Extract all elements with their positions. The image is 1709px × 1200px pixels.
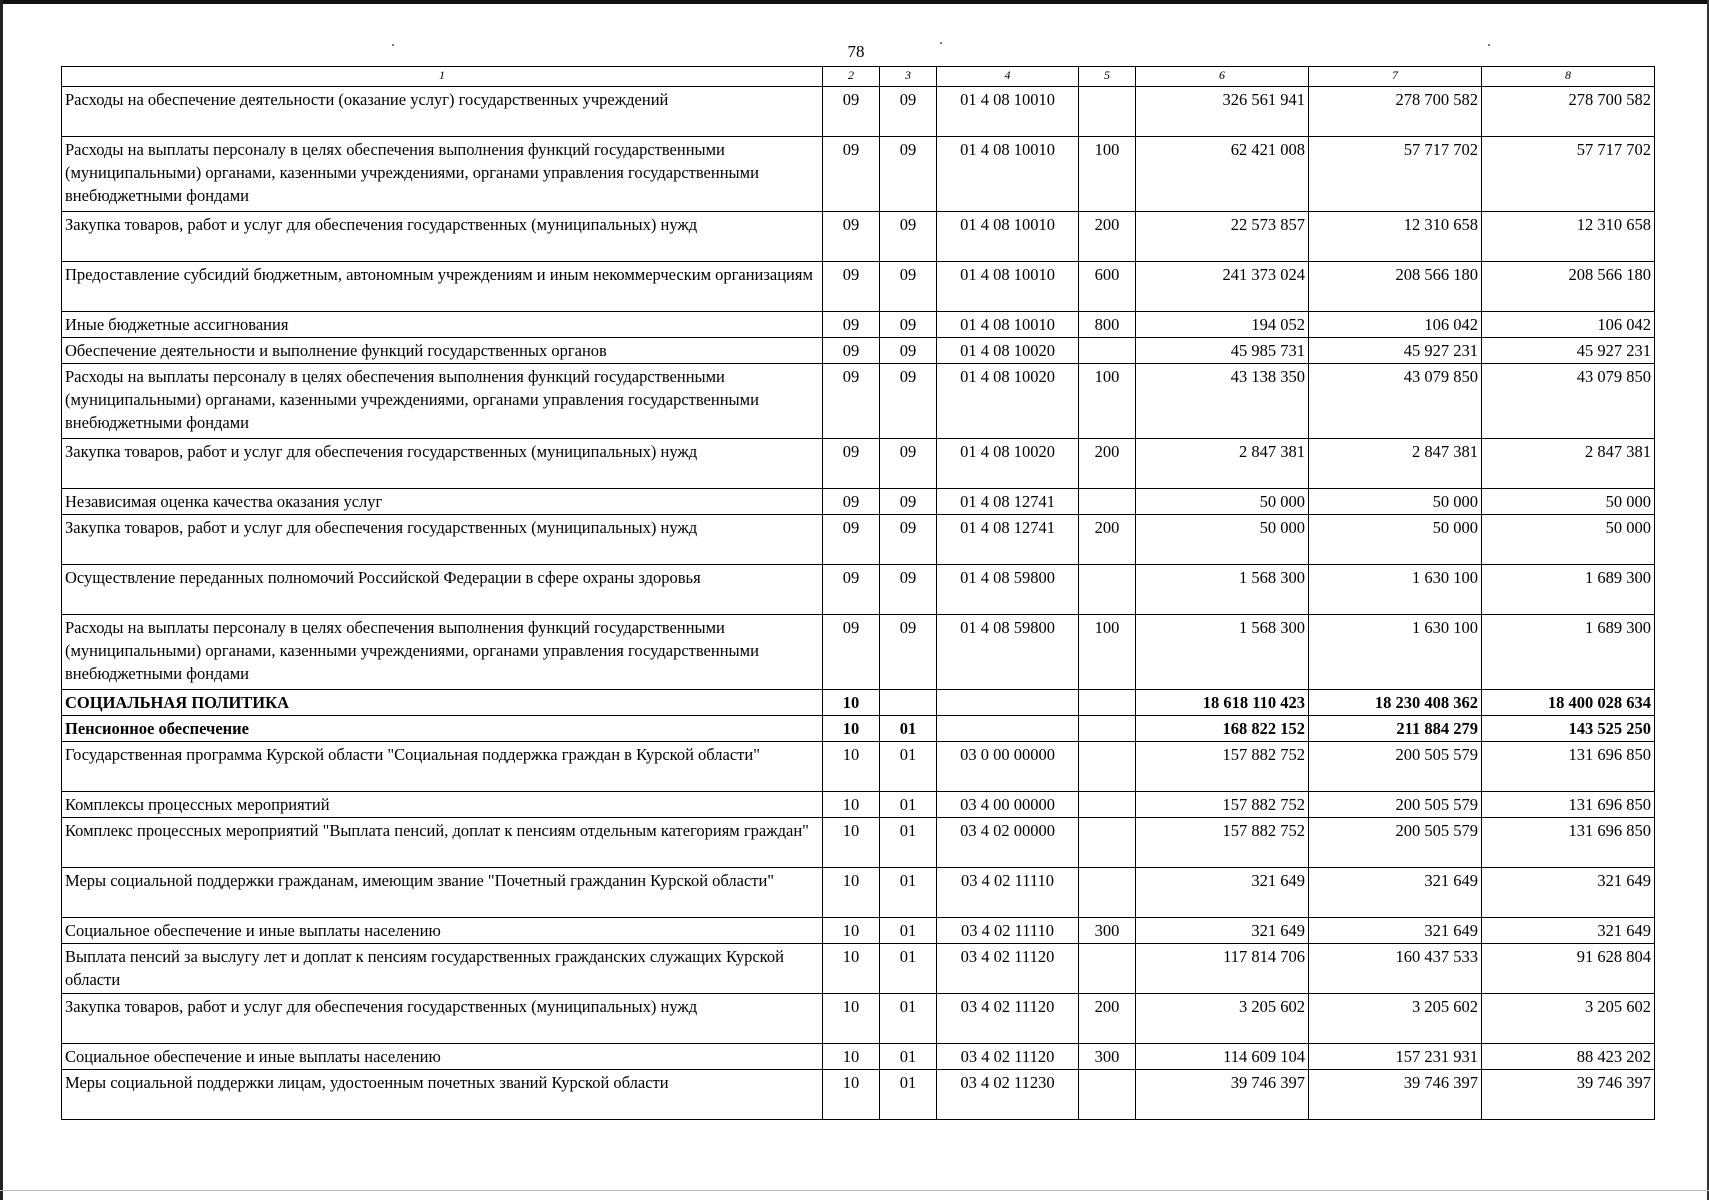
amount-cell: 321 649 bbox=[1482, 918, 1655, 944]
amount-cell: 321 649 bbox=[1482, 868, 1655, 918]
row-name-cell: Комплекс процессных мероприятий "Выплата пенсий, доплат к пенсиям отдельным категориям граждан" bbox=[62, 818, 823, 868]
target-article-cell: 03 4 02 00000 bbox=[937, 818, 1079, 868]
column-number-header: 7 bbox=[1309, 67, 1482, 87]
amount-cell: 22 573 857 bbox=[1136, 212, 1309, 262]
amount-cell: 194 052 bbox=[1136, 312, 1309, 338]
amount-cell: 18 618 110 423 bbox=[1136, 690, 1309, 716]
row-name-cell: Иные бюджетные ассигнования bbox=[62, 312, 823, 338]
amount-cell: 1 689 300 bbox=[1482, 565, 1655, 615]
amount-cell: 321 649 bbox=[1136, 918, 1309, 944]
amount-cell: 114 609 104 bbox=[1136, 1044, 1309, 1070]
target-article-cell: 03 4 02 11120 bbox=[937, 994, 1079, 1044]
amount-cell: 208 566 180 bbox=[1309, 262, 1482, 312]
section-code-cell: 10 bbox=[823, 1070, 880, 1120]
section-code-cell: 10 bbox=[823, 792, 880, 818]
section-code-cell: 09 bbox=[823, 338, 880, 364]
target-article-cell: 01 4 08 12741 bbox=[937, 515, 1079, 565]
page-number: 78 bbox=[847, 42, 865, 61]
row-name-cell: Пенсионное обеспечение bbox=[62, 716, 823, 742]
amount-cell: 200 505 579 bbox=[1309, 792, 1482, 818]
amount-cell: 50 000 bbox=[1482, 515, 1655, 565]
subsection-code-cell bbox=[880, 690, 937, 716]
row-name-cell: Расходы на выплаты персоналу в целях обеспечения выполнения функций государственными (муниципальными) органами, казенными учреждениями, органами управления государственными внебюджетными фондами bbox=[62, 137, 823, 212]
table-row bbox=[62, 1044, 1655, 1070]
expense-type-cell bbox=[1079, 792, 1136, 818]
row-name-cell: Государственная программа Курской области "Социальная поддержка граждан в Курской области" bbox=[62, 742, 823, 792]
row-name-cell: Социальное обеспечение и иные выплаты населению bbox=[62, 1044, 823, 1070]
subsection-code-cell: 09 bbox=[880, 515, 937, 565]
amount-cell: 160 437 533 bbox=[1309, 944, 1482, 994]
amount-cell: 88 423 202 bbox=[1482, 1044, 1655, 1070]
row-name-cell: СОЦИАЛЬНАЯ ПОЛИТИКА bbox=[62, 690, 823, 716]
section-code-cell: 09 bbox=[823, 489, 880, 515]
expense-type-cell bbox=[1079, 1070, 1136, 1120]
expense-type-cell: 100 bbox=[1079, 615, 1136, 690]
expense-type-cell: 200 bbox=[1079, 439, 1136, 489]
table-row bbox=[62, 944, 1655, 994]
amount-cell: 1 568 300 bbox=[1136, 615, 1309, 690]
subsection-code-cell: 01 bbox=[880, 818, 937, 868]
section-code-cell: 09 bbox=[823, 212, 880, 262]
table-row bbox=[62, 615, 1655, 690]
section-code-cell: 09 bbox=[823, 515, 880, 565]
scan-speck bbox=[392, 44, 394, 46]
target-article-cell: 01 4 08 10010 bbox=[937, 137, 1079, 212]
target-article-cell: 03 4 02 11110 bbox=[937, 868, 1079, 918]
expense-type-cell: 300 bbox=[1079, 918, 1136, 944]
amount-cell: 200 505 579 bbox=[1309, 818, 1482, 868]
scan-speck bbox=[940, 42, 942, 44]
expense-type-cell: 300 bbox=[1079, 1044, 1136, 1070]
row-name-cell: Расходы на выплаты персоналу в целях обеспечения выполнения функций государственными (муниципальными) органами, казенными учреждениями, органами управления государственными внебюджетными фондами bbox=[62, 364, 823, 439]
target-article-cell bbox=[937, 716, 1079, 742]
subsection-code-cell: 09 bbox=[880, 338, 937, 364]
subsection-code-cell: 01 bbox=[880, 716, 937, 742]
amount-cell: 157 882 752 bbox=[1136, 792, 1309, 818]
amount-cell: 50 000 bbox=[1136, 515, 1309, 565]
amount-cell: 39 746 397 bbox=[1309, 1070, 1482, 1120]
amount-cell: 143 525 250 bbox=[1482, 716, 1655, 742]
amount-cell: 168 822 152 bbox=[1136, 716, 1309, 742]
subsection-code-cell: 01 bbox=[880, 1044, 937, 1070]
expense-type-cell bbox=[1079, 565, 1136, 615]
amount-cell: 3 205 602 bbox=[1136, 994, 1309, 1044]
column-number-header: 2 bbox=[823, 67, 880, 87]
scan-left-border bbox=[0, 0, 3, 1200]
column-number-header: 8 bbox=[1482, 67, 1655, 87]
amount-cell: 57 717 702 bbox=[1482, 137, 1655, 212]
expense-type-cell bbox=[1079, 489, 1136, 515]
amount-cell: 3 205 602 bbox=[1309, 994, 1482, 1044]
section-code-cell: 10 bbox=[823, 716, 880, 742]
table-row bbox=[62, 742, 1655, 792]
amount-cell: 12 310 658 bbox=[1482, 212, 1655, 262]
target-article-cell: 01 4 08 59800 bbox=[937, 565, 1079, 615]
target-article-cell: 01 4 08 10020 bbox=[937, 338, 1079, 364]
section-code-cell: 09 bbox=[823, 615, 880, 690]
target-article-cell: 01 4 08 12741 bbox=[937, 489, 1079, 515]
table-row bbox=[62, 690, 1655, 716]
target-article-cell: 03 4 02 11120 bbox=[937, 944, 1079, 994]
budget-table bbox=[61, 66, 1655, 1120]
amount-cell: 321 649 bbox=[1309, 868, 1482, 918]
section-code-cell: 09 bbox=[823, 312, 880, 338]
column-number-header-row bbox=[62, 67, 1655, 87]
amount-cell: 45 927 231 bbox=[1482, 338, 1655, 364]
row-name-cell: Расходы на обеспечение деятельности (оказание услуг) государственных учреждений bbox=[62, 87, 823, 137]
amount-cell: 131 696 850 bbox=[1482, 792, 1655, 818]
amount-cell: 278 700 582 bbox=[1309, 87, 1482, 137]
subsection-code-cell: 01 bbox=[880, 918, 937, 944]
target-article-cell: 03 0 00 00000 bbox=[937, 742, 1079, 792]
section-code-cell: 10 bbox=[823, 944, 880, 994]
amount-cell: 326 561 941 bbox=[1136, 87, 1309, 137]
expense-type-cell bbox=[1079, 338, 1136, 364]
amount-cell: 2 847 381 bbox=[1309, 439, 1482, 489]
amount-cell: 200 505 579 bbox=[1309, 742, 1482, 792]
amount-cell: 1 568 300 bbox=[1136, 565, 1309, 615]
amount-cell: 50 000 bbox=[1482, 489, 1655, 515]
target-article-cell: 01 4 08 10010 bbox=[937, 312, 1079, 338]
row-name-cell: Закупка товаров, работ и услуг для обеспечения государственных (муниципальных) нужд bbox=[62, 212, 823, 262]
amount-cell: 62 421 008 bbox=[1136, 137, 1309, 212]
row-name-cell: Независимая оценка качества оказания услуг bbox=[62, 489, 823, 515]
table-row bbox=[62, 515, 1655, 565]
table-row bbox=[62, 489, 1655, 515]
amount-cell: 131 696 850 bbox=[1482, 818, 1655, 868]
expense-type-cell: 100 bbox=[1079, 137, 1136, 212]
amount-cell: 43 079 850 bbox=[1482, 364, 1655, 439]
row-name-cell: Меры социальной поддержки гражданам, имеющим звание "Почетный гражданин Курской области" bbox=[62, 868, 823, 918]
amount-cell: 106 042 bbox=[1482, 312, 1655, 338]
subsection-code-cell: 01 bbox=[880, 1070, 937, 1120]
amount-cell: 50 000 bbox=[1136, 489, 1309, 515]
section-code-cell: 10 bbox=[823, 1044, 880, 1070]
subsection-code-cell: 09 bbox=[880, 87, 937, 137]
section-code-cell: 10 bbox=[823, 742, 880, 792]
row-name-cell: Обеспечение деятельности и выполнение функций государственных органов bbox=[62, 338, 823, 364]
subsection-code-cell: 01 bbox=[880, 742, 937, 792]
column-number-header: 5 bbox=[1079, 67, 1136, 87]
amount-cell: 45 927 231 bbox=[1309, 338, 1482, 364]
target-article-cell: 03 4 00 00000 bbox=[937, 792, 1079, 818]
section-code-cell: 10 bbox=[823, 690, 880, 716]
section-code-cell: 09 bbox=[823, 439, 880, 489]
amount-cell: 18 400 028 634 bbox=[1482, 690, 1655, 716]
section-code-cell: 10 bbox=[823, 918, 880, 944]
target-article-cell: 03 4 02 11230 bbox=[937, 1070, 1079, 1120]
table-row bbox=[62, 364, 1655, 439]
row-name-cell: Закупка товаров, работ и услуг для обеспечения государственных (муниципальных) нужд bbox=[62, 994, 823, 1044]
row-name-cell: Закупка товаров, работ и услуг для обеспечения государственных (муниципальных) нужд bbox=[62, 515, 823, 565]
table-row bbox=[62, 994, 1655, 1044]
subsection-code-cell: 01 bbox=[880, 868, 937, 918]
table-row bbox=[62, 338, 1655, 364]
amount-cell: 2 847 381 bbox=[1136, 439, 1309, 489]
table-row bbox=[62, 565, 1655, 615]
target-article-cell: 01 4 08 59800 bbox=[937, 615, 1079, 690]
amount-cell: 157 882 752 bbox=[1136, 742, 1309, 792]
row-name-cell: Расходы на выплаты персоналу в целях обеспечения выполнения функций государственными (муниципальными) органами, казенными учреждениями, органами управления государственными внебюджетными фондами bbox=[62, 615, 823, 690]
row-name-cell: Осуществление переданных полномочий Российской Федерации в сфере охраны здоровья bbox=[62, 565, 823, 615]
table-row bbox=[62, 137, 1655, 212]
amount-cell: 39 746 397 bbox=[1482, 1070, 1655, 1120]
scan-speck bbox=[1488, 44, 1490, 46]
subsection-code-cell: 01 bbox=[880, 792, 937, 818]
column-number-header: 3 bbox=[880, 67, 937, 87]
amount-cell: 57 717 702 bbox=[1309, 137, 1482, 212]
amount-cell: 117 814 706 bbox=[1136, 944, 1309, 994]
subsection-code-cell: 09 bbox=[880, 137, 937, 212]
section-code-cell: 09 bbox=[823, 137, 880, 212]
subsection-code-cell: 01 bbox=[880, 944, 937, 994]
amount-cell: 278 700 582 bbox=[1482, 87, 1655, 137]
amount-cell: 18 230 408 362 bbox=[1309, 690, 1482, 716]
section-code-cell: 09 bbox=[823, 364, 880, 439]
table-row bbox=[62, 716, 1655, 742]
column-number-header: 1 bbox=[62, 67, 823, 87]
table-row bbox=[62, 439, 1655, 489]
expense-type-cell bbox=[1079, 868, 1136, 918]
amount-cell: 45 985 731 bbox=[1136, 338, 1309, 364]
table-row bbox=[62, 262, 1655, 312]
amount-cell: 43 079 850 bbox=[1309, 364, 1482, 439]
target-article-cell: 01 4 08 10020 bbox=[937, 439, 1079, 489]
amount-cell: 1 689 300 bbox=[1482, 615, 1655, 690]
expense-type-cell: 100 bbox=[1079, 364, 1136, 439]
section-code-cell: 09 bbox=[823, 565, 880, 615]
section-code-cell: 10 bbox=[823, 994, 880, 1044]
table-row bbox=[62, 868, 1655, 918]
scan-top-border bbox=[0, 0, 1709, 4]
amount-cell: 50 000 bbox=[1309, 515, 1482, 565]
subsection-code-cell: 09 bbox=[880, 262, 937, 312]
expense-type-cell: 200 bbox=[1079, 515, 1136, 565]
row-name-cell: Меры социальной поддержки лицам, удостоенным почетных званий Курской области bbox=[62, 1070, 823, 1120]
section-code-cell: 10 bbox=[823, 868, 880, 918]
table-row bbox=[62, 87, 1655, 137]
subsection-code-cell: 09 bbox=[880, 489, 937, 515]
subsection-code-cell: 01 bbox=[880, 994, 937, 1044]
amount-cell: 211 884 279 bbox=[1309, 716, 1482, 742]
section-code-cell: 10 bbox=[823, 818, 880, 868]
table-row bbox=[62, 312, 1655, 338]
section-code-cell: 09 bbox=[823, 87, 880, 137]
amount-cell: 1 630 100 bbox=[1309, 615, 1482, 690]
section-code-cell: 09 bbox=[823, 262, 880, 312]
row-name-cell: Выплата пенсий за выслугу лет и доплат к пенсиям государственных гражданских служащих Курской области bbox=[62, 944, 823, 994]
table-row bbox=[62, 212, 1655, 262]
table-row bbox=[62, 1070, 1655, 1120]
expense-type-cell: 200 bbox=[1079, 994, 1136, 1044]
target-article-cell: 03 4 02 11110 bbox=[937, 918, 1079, 944]
scan-bottom-edge bbox=[0, 1190, 1709, 1191]
amount-cell: 43 138 350 bbox=[1136, 364, 1309, 439]
subsection-code-cell: 09 bbox=[880, 615, 937, 690]
amount-cell: 1 630 100 bbox=[1309, 565, 1482, 615]
target-article-cell: 03 4 02 11120 bbox=[937, 1044, 1079, 1070]
target-article-cell: 01 4 08 10010 bbox=[937, 262, 1079, 312]
amount-cell: 12 310 658 bbox=[1309, 212, 1482, 262]
amount-cell: 106 042 bbox=[1309, 312, 1482, 338]
amount-cell: 39 746 397 bbox=[1136, 1070, 1309, 1120]
subsection-code-cell: 09 bbox=[880, 312, 937, 338]
amount-cell: 208 566 180 bbox=[1482, 262, 1655, 312]
subsection-code-cell: 09 bbox=[880, 364, 937, 439]
row-name-cell: Предоставление субсидий бюджетным, автономным учреждениям и иным некоммерческим организациям bbox=[62, 262, 823, 312]
expense-type-cell bbox=[1079, 87, 1136, 137]
amount-cell: 91 628 804 bbox=[1482, 944, 1655, 994]
expense-type-cell bbox=[1079, 818, 1136, 868]
expense-type-cell bbox=[1079, 944, 1136, 994]
table-row bbox=[62, 818, 1655, 868]
row-name-cell: Комплексы процессных мероприятий bbox=[62, 792, 823, 818]
expense-type-cell bbox=[1079, 742, 1136, 792]
target-article-cell: 01 4 08 10020 bbox=[937, 364, 1079, 439]
row-name-cell: Социальное обеспечение и иные выплаты населению bbox=[62, 918, 823, 944]
expense-type-cell bbox=[1079, 690, 1136, 716]
target-article-cell bbox=[937, 690, 1079, 716]
table-row bbox=[62, 792, 1655, 818]
expense-type-cell: 800 bbox=[1079, 312, 1136, 338]
row-name-cell: Закупка товаров, работ и услуг для обеспечения государственных (муниципальных) нужд bbox=[62, 439, 823, 489]
target-article-cell: 01 4 08 10010 bbox=[937, 87, 1079, 137]
target-article-cell: 01 4 08 10010 bbox=[937, 212, 1079, 262]
subsection-code-cell: 09 bbox=[880, 439, 937, 489]
expense-type-cell: 600 bbox=[1079, 262, 1136, 312]
table-row bbox=[62, 918, 1655, 944]
amount-cell: 241 373 024 bbox=[1136, 262, 1309, 312]
amount-cell: 131 696 850 bbox=[1482, 742, 1655, 792]
amount-cell: 157 882 752 bbox=[1136, 818, 1309, 868]
amount-cell: 2 847 381 bbox=[1482, 439, 1655, 489]
expense-type-cell bbox=[1079, 716, 1136, 742]
amount-cell: 157 231 931 bbox=[1309, 1044, 1482, 1070]
subsection-code-cell: 09 bbox=[880, 565, 937, 615]
column-number-header: 6 bbox=[1136, 67, 1309, 87]
subsection-code-cell: 09 bbox=[880, 212, 937, 262]
amount-cell: 321 649 bbox=[1309, 918, 1482, 944]
expense-type-cell: 200 bbox=[1079, 212, 1136, 262]
amount-cell: 321 649 bbox=[1136, 868, 1309, 918]
column-number-header: 4 bbox=[937, 67, 1079, 87]
amount-cell: 3 205 602 bbox=[1482, 994, 1655, 1044]
amount-cell: 50 000 bbox=[1309, 489, 1482, 515]
